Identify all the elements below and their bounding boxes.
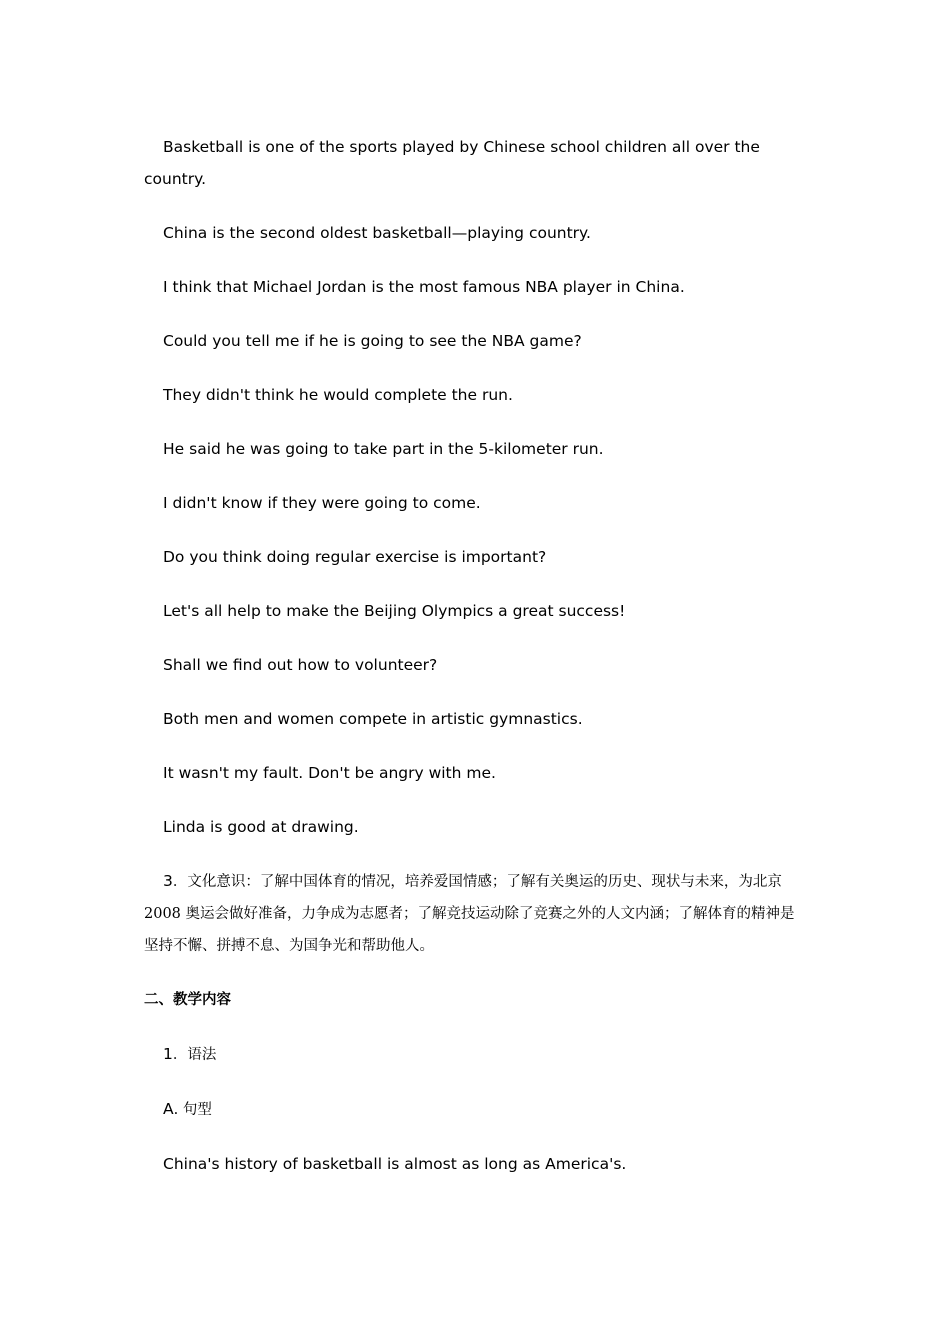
sentence-9: Let's all help to make the Beijing Olympics a great success! — [163, 602, 626, 620]
sentence-11: Both men and women compete in artistic gymnastics. — [163, 710, 583, 728]
section-heading: 二、教学内容 — [144, 991, 231, 1008]
sentence-4: Could you tell me if he is going to see the NBA game? — [163, 332, 582, 350]
final-sentence: China's history of basketball is almost as long as America's. — [163, 1155, 627, 1173]
sentence-5: They didn't think he would complete the run. — [163, 386, 513, 404]
document-body — [144, 131, 804, 1202]
sentence-2: China is the second oldest basketball—playing country. — [163, 224, 591, 242]
grammar-label: ．语法 — [172, 1047, 217, 1063]
culture-text: ．文化意识：了解中国体育的情况，培养爱国情感；了解有关奥运的历史、现状与未来，为北京 2008 奥运会做好准备，力争成为志愿者；了解竞技运动除了竞赛之外的人文内涵；了解体育的精神是坚持不懈、拼搏不息、为国争光和帮助他人。 — [144, 874, 795, 954]
culture-number: 3 — [163, 872, 173, 890]
sentence-3: I think that Michael Jordan is the most famous NBA player in China. — [163, 278, 685, 296]
sentence-1: Basketball is one of the sports played by Chinese school children all over the country. — [144, 138, 760, 188]
grammar-number: 1 — [163, 1045, 173, 1063]
sentence-7: I didn't know if they were going to come. — [163, 494, 481, 512]
pattern-label: . 句型 — [173, 1102, 212, 1118]
sentence-12: It wasn't my fault. Don't be angry with me. — [163, 764, 496, 782]
sentence-10: Shall we find out how to volunteer? — [163, 656, 438, 674]
sentence-13: Linda is good at drawing. — [163, 818, 359, 836]
grammar-item — [144, 1038, 804, 1071]
sentence-8: Do you think doing regular exercise is important? — [163, 548, 547, 566]
culture-awareness-paragraph — [144, 865, 804, 962]
pattern-letter: A — [163, 1100, 174, 1118]
sentence-6: He said he was going to take part in the 5-kilometer run. — [163, 440, 604, 458]
sentence-pattern-item — [144, 1093, 804, 1126]
